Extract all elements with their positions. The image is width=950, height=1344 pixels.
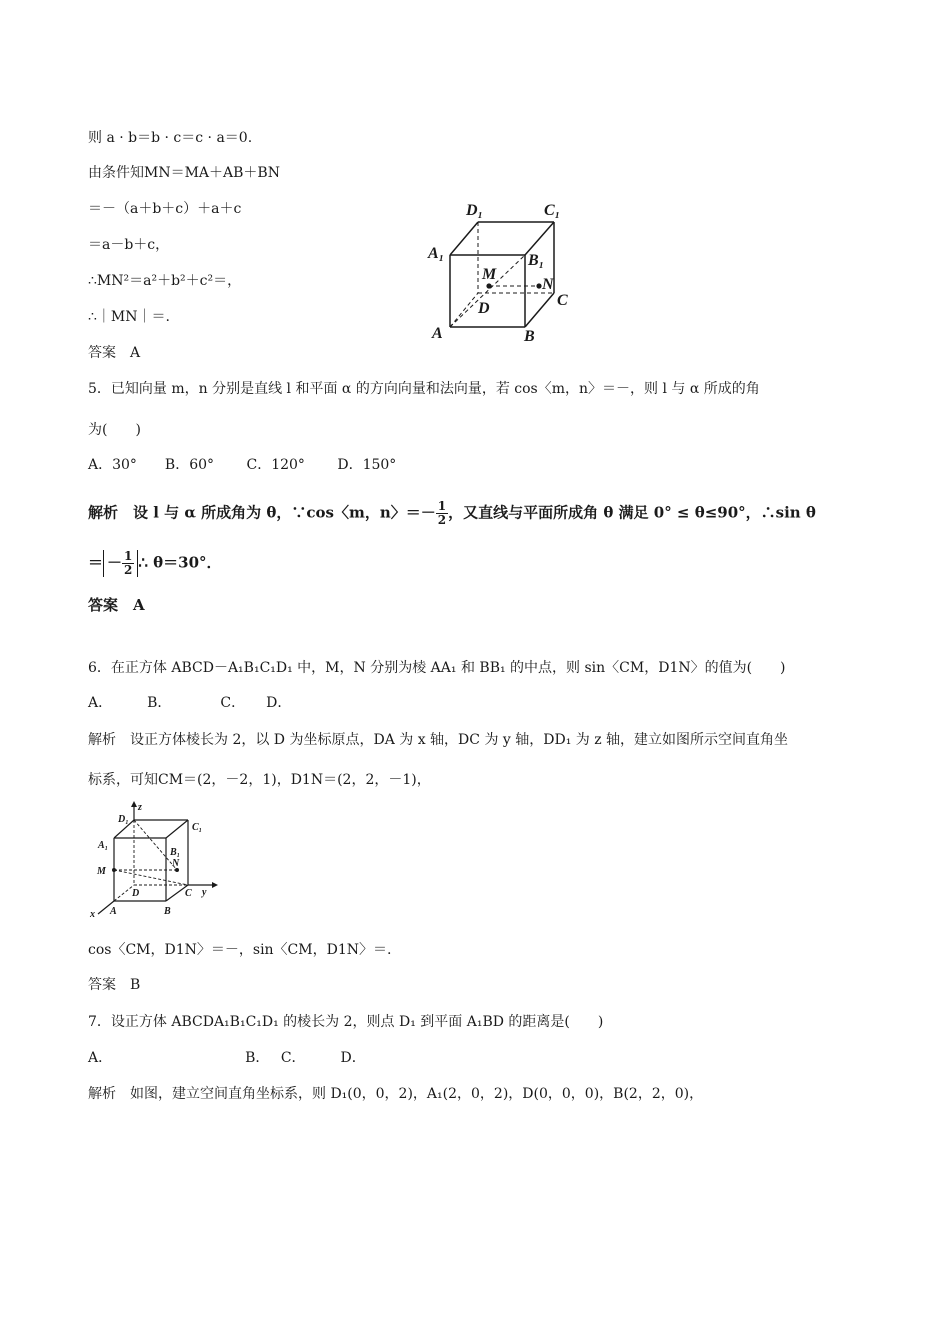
label-B: B xyxy=(524,328,535,345)
label2-N: N xyxy=(172,858,180,869)
fraction-den: 2 xyxy=(437,513,447,527)
label2-A1: A₁ xyxy=(98,840,109,851)
label-A: A xyxy=(432,325,443,342)
label-A1: A₁ xyxy=(428,245,445,262)
line-simplify: ＝a－b＋c， xyxy=(88,237,170,253)
answer-6: 答案 B xyxy=(88,977,141,993)
fraction-den-2: 2 xyxy=(124,563,133,577)
label2-x: x xyxy=(90,909,95,918)
question-5-options: A．30° B．60° C．120° D．150° xyxy=(88,457,397,473)
label-D: D xyxy=(478,300,490,317)
label2-B1: B₁ xyxy=(170,847,181,858)
label2-C: C xyxy=(185,888,192,899)
solution-5-line1 xyxy=(88,500,816,527)
question-7-options: A． B． C． D． xyxy=(88,1050,366,1066)
solution-5-result: ∴ θ＝30°． xyxy=(138,553,222,572)
label2-C1: C₁ xyxy=(192,822,203,833)
answer-5: 答案 A xyxy=(88,596,145,614)
fraction-half-2 xyxy=(122,550,134,577)
cube-figure-2 xyxy=(88,800,223,918)
cube-figure-1 xyxy=(420,195,580,345)
question-6-options: A． B． C． D． xyxy=(88,695,292,711)
solution-5-text-a: 解析 设 l 与 α 所成角为 θ，∵cos〈m，n〉＝－ xyxy=(88,503,436,522)
solution-7-line1: 解析 如图，建立空间直角坐标系，则 D₁(0，0，2)，A₁(2，0，2)，D(0，0，0)，B(2，2，0)， xyxy=(88,1086,704,1102)
label-D1: D₁ xyxy=(466,202,484,219)
fraction-num: 1 xyxy=(437,499,447,513)
label2-A: A xyxy=(110,906,117,917)
question-6: 6．在正方体 ABCD－A₁B₁C₁D₁ 中，M，N 分别为棱 AA₁ 和 BB₁ 的中点，则 sin〈CM，D1N〉的值为( ) xyxy=(88,660,786,676)
label2-B: B xyxy=(164,906,171,917)
abs-minus: － xyxy=(107,553,123,572)
answer-4: 答案 A xyxy=(88,345,141,361)
label2-y: y xyxy=(202,887,207,898)
fraction-half xyxy=(436,500,448,527)
solution-5-eq: ＝ xyxy=(88,553,104,572)
line-dot-products: 则 a · b＝b · c＝c · a＝0. xyxy=(88,130,253,146)
question-7: 7．设正方体 ABCDA₁B₁C₁D₁ 的棱长为 2，则点 D₁ 到平面 A₁BD 的距离是( ) xyxy=(88,1014,604,1030)
label2-D: D xyxy=(132,888,140,899)
line-condition: 由条件知MN＝MA＋AB＋BN xyxy=(88,165,280,181)
label2-M: M xyxy=(97,866,106,877)
solution-6-line2: 标系，可知CM＝(2，－2，1)，D1N＝(2，2，－1)， xyxy=(88,772,431,788)
label-N: N xyxy=(542,276,554,293)
solution-6-line3: cos〈CM，D1N〉＝－，sin〈CM，D1N〉＝. xyxy=(88,942,392,958)
label-C1: C₁ xyxy=(544,202,561,219)
label2-D1: D₁ xyxy=(118,814,129,825)
line-expand: ＝－（a＋b＋c）＋a＋c xyxy=(88,201,242,217)
solution-5-text-b: ，又直线与平面所成角 θ 满足 0° ≤ θ≤90°，∴sin θ xyxy=(448,503,816,522)
label-B1: B₁ xyxy=(528,252,545,269)
line-square: ∴MN²＝a²＋b²＋c²＝， xyxy=(88,273,242,289)
question-5: 5．已知向量 m，n 分别是直线 l 和平面 α 的方向向量和法向量，若 cos〈m，n〉＝－，则 l 与 α 所成的角 xyxy=(88,381,760,397)
label2-z: z xyxy=(138,802,142,813)
absolute-value xyxy=(103,550,138,577)
label-M: M xyxy=(482,266,497,283)
solution-6-line1: 解析 设正方体棱长为 2，以 D 为坐标原点，DA 为 x 轴，DC 为 y 轴，DD₁ 为 z 轴，建立如图所示空间直角坐 xyxy=(88,732,789,748)
label-C: C xyxy=(557,292,568,309)
line-magnitude: ∴｜MN｜＝. xyxy=(88,309,170,325)
question-5-cont: 为( ) xyxy=(88,422,141,438)
solution-5-line2 xyxy=(88,550,222,577)
fraction-num-2: 1 xyxy=(124,549,133,563)
